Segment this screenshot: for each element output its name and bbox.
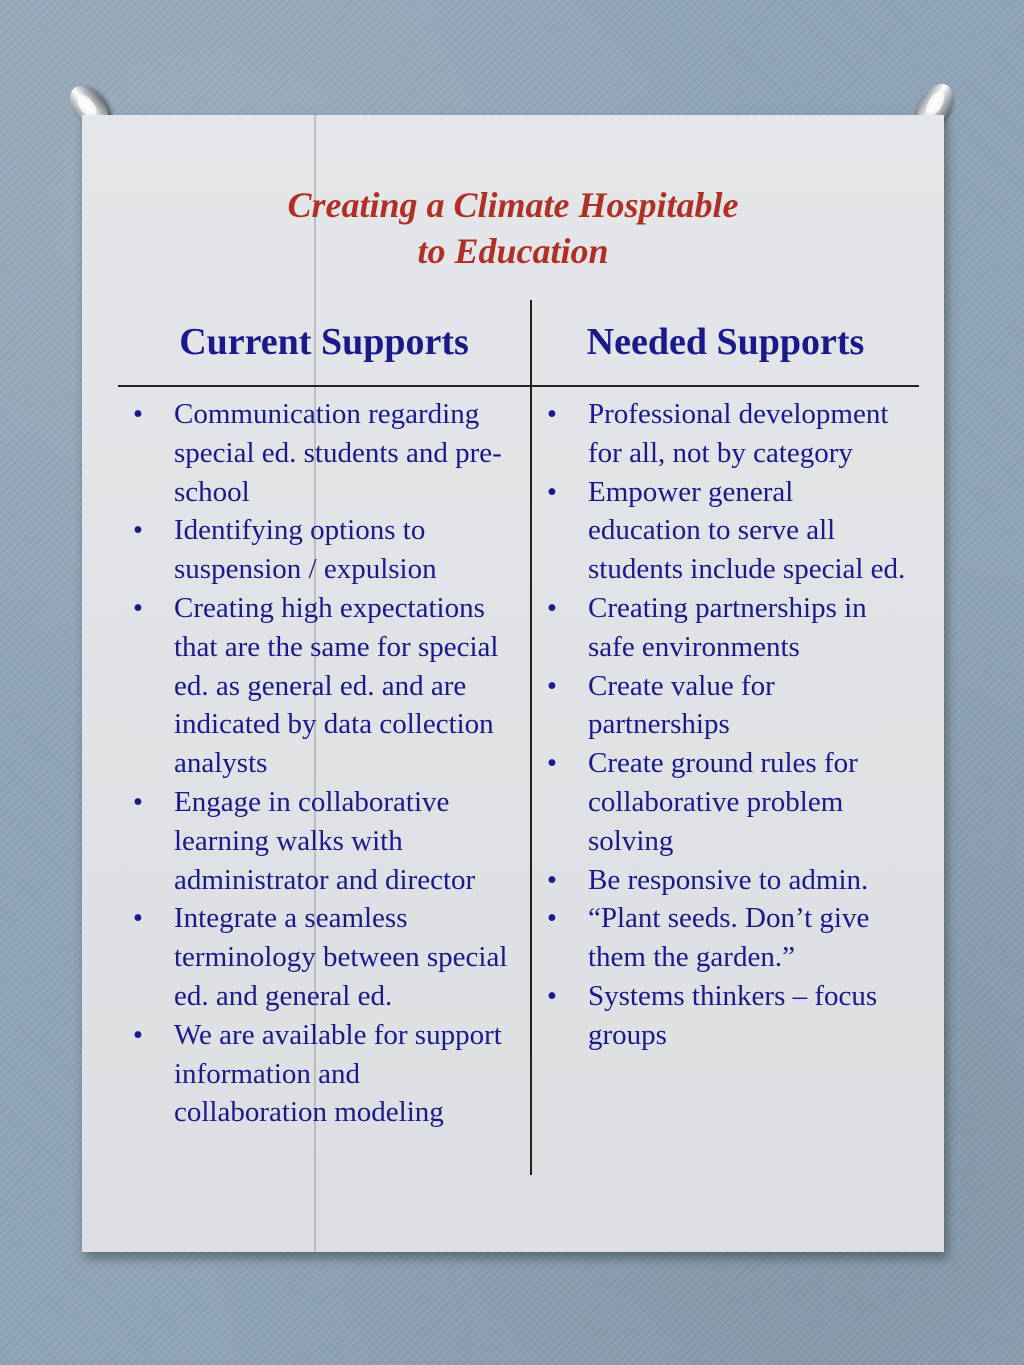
bullet-icon: • xyxy=(546,591,558,624)
title-line-1: Creating a Climate Hospitable xyxy=(287,185,739,225)
list-item xyxy=(542,589,912,667)
column-divider xyxy=(530,300,532,1175)
bullet-icon: • xyxy=(546,863,558,896)
list-item xyxy=(542,473,912,589)
list-item-text: Create value for partnerships xyxy=(588,669,775,741)
list-item-text: Systems thinkers – focus groups xyxy=(588,979,878,1051)
list-item xyxy=(128,783,520,899)
slide-title xyxy=(82,182,944,274)
list-item xyxy=(128,1016,520,1132)
bullet-icon: • xyxy=(546,979,558,1012)
list-item-text: Integrate a seamless terminology between special ed. and general ed. xyxy=(174,902,508,1012)
list-item-text: Creating high expectations that are the same for special ed. as general ed. and are indicated by data collection analysts xyxy=(174,591,499,780)
bullet-icon: • xyxy=(132,398,144,430)
bullet-icon: • xyxy=(132,785,144,818)
bullet-icon: • xyxy=(132,1018,144,1051)
list-item-text: Identifying options to suspension / expulsion xyxy=(174,514,437,586)
list-item xyxy=(542,899,912,977)
list-item-text: Communication regarding special ed. students and pre-school xyxy=(174,398,502,508)
list-item-text: Be responsive to admin. xyxy=(588,863,869,896)
bullet-icon: • xyxy=(132,591,144,624)
list-item-text: Engage in collaborative learning walks with administrator and director xyxy=(174,785,476,896)
header-divider xyxy=(118,385,919,387)
supports-table xyxy=(118,300,919,1175)
list-item-text: Empower general education to serve all students include special ed. xyxy=(588,475,906,586)
list-item xyxy=(542,395,912,473)
bullet-icon: • xyxy=(546,669,558,702)
bullet-icon: • xyxy=(546,747,558,780)
title-line-2: to Education xyxy=(417,231,609,271)
list-item-text: “Plant seeds. Don’t give them the garden.” xyxy=(588,902,870,974)
bullet-icon: • xyxy=(546,398,558,430)
list-item xyxy=(128,395,520,511)
current-supports-header: Current Supports xyxy=(179,321,469,363)
list-item xyxy=(128,511,520,589)
list-item xyxy=(128,899,520,1015)
list-item-text: We are available for support information and collaboration modeling xyxy=(174,1018,502,1129)
list-item-text: Professional development for all, not by category xyxy=(588,398,889,469)
list-item xyxy=(128,589,520,783)
list-item xyxy=(542,977,912,1055)
current-supports-list xyxy=(128,395,520,1132)
needed-supports-list xyxy=(542,395,912,1055)
bullet-icon: • xyxy=(132,514,144,547)
list-item xyxy=(542,861,912,900)
needed-supports-header: Needed Supports xyxy=(586,321,865,363)
bullet-icon: • xyxy=(132,902,144,935)
list-item-text: Creating partnerships in safe environments xyxy=(588,591,867,663)
list-item xyxy=(542,744,912,860)
list-item xyxy=(542,667,912,745)
bullet-icon: • xyxy=(546,902,558,935)
bullet-icon: • xyxy=(546,475,558,508)
list-item-text: Create ground rules for collaborative problem solving xyxy=(588,747,858,857)
